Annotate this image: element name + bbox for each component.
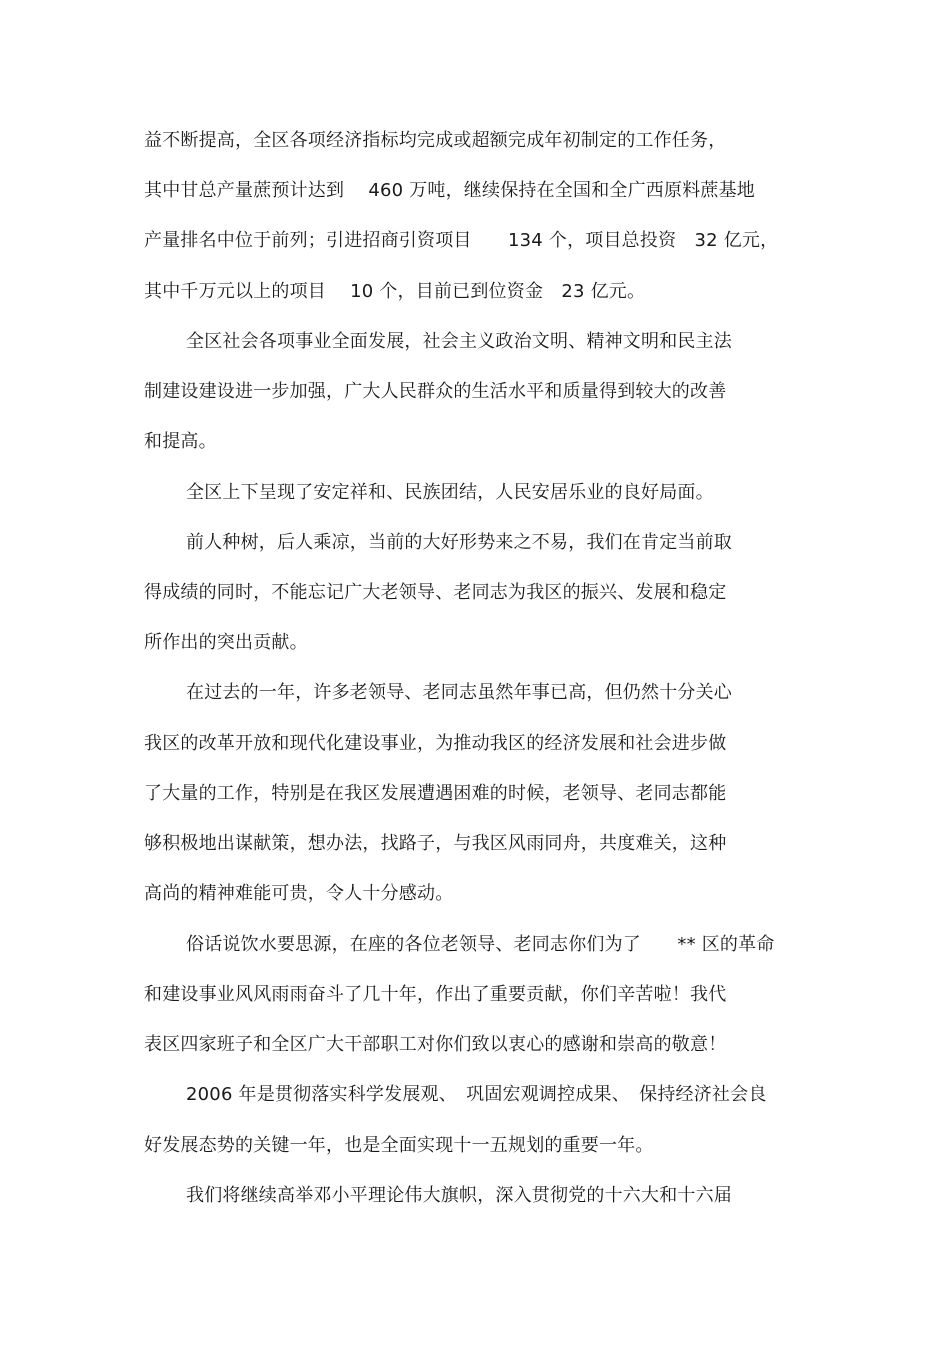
body-text-line: 得成绩的同时，不能忘记广大老领导、老同志为我区的振兴、发展和稳定 — [144, 582, 727, 603]
body-text-line: 高尚的精神难能可贵，令人十分感动。 — [144, 883, 454, 904]
paragraph-first-line: 全区上下呈现了安定祥和、民族团结，人民安居乐业的良好局面。 — [186, 482, 714, 503]
body-text-line: 益不断提高，全区各项经济指标均完成或超额完成年初制定的工作任务， — [144, 130, 727, 151]
paragraph-first-line: 我们将继续高举邓小平理论伟大旗帜，深入贯彻党的十六大和十六届 — [186, 1185, 732, 1206]
paragraph-first-line: 在过去的一年，许多老领导、老同志虽然年事已高，但仍然十分关心 — [186, 682, 732, 703]
body-text-line: 我区的改革开放和现代化建设事业，为推动我区的经济发展和社会进步做 — [144, 733, 727, 754]
body-text-line: 和提高。 — [144, 431, 217, 452]
body-text-line: 制建设建设进一步加强，广大人民群众的生活水平和质量得到较大的改善 — [144, 381, 727, 402]
body-text-line: 其中千万元以上的项目 10 个，目前已到位资金 23 亿元。 — [144, 281, 646, 302]
body-text-line: 所作出的突出贡献。 — [144, 632, 308, 653]
paragraph-first-line: 俗话说饮水要思源，在座的各位老领导、老同志你们为了 ** 区的革命 — [186, 934, 775, 955]
body-text-line: 表区四家班子和全区广大干部职工对你们致以衷心的感谢和崇高的敬意！ — [144, 1034, 727, 1055]
body-text-line: 其中甘总产量蔗预计达到 460 万吨，继续保持在全国和全广西原料蔗基地 — [144, 180, 755, 201]
body-text-line: 了大量的工作，特别是在我区发展遭遇困难的时候，老领导、老同志都能 — [144, 783, 727, 804]
paragraph-first-line: 前人种树，后人乘凉，当前的大好形势来之不易，我们在肯定当前取 — [186, 532, 732, 553]
paragraph-first-line: 全区社会各项事业全面发展，社会主义政治文明、精神文明和民主法 — [186, 331, 732, 352]
body-text-line: 够积极地出谋献策，想办法，找路子，与我区风雨同舟，共度难关，这种 — [144, 833, 727, 854]
paragraph-first-line: 2006 年是贯彻落实科学发展观、 巩固宏观调控成果、 保持经济社会良 — [186, 1084, 767, 1105]
body-text-line: 产量排名中位于前列；引进招商引资项目 134 个，项目总投资 32 亿元， — [144, 230, 779, 251]
body-text-line: 好发展态势的关键一年，也是全面实现十一五规划的重要一年。 — [144, 1135, 654, 1156]
body-text-line: 和建设事业风风雨雨奋斗了几十年，作出了重要贡献，你们辛苦啦！我代 — [144, 984, 727, 1005]
